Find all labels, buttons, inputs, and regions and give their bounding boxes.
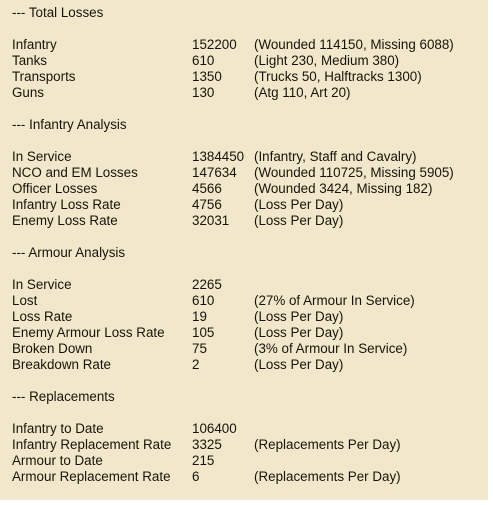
stat-note: (Wounded 110725, Missing 5905)	[254, 165, 454, 180]
stat-row	[0, 325, 488, 341]
stat-value: 105	[192, 325, 215, 340]
stat-note: (Loss Per Day)	[254, 213, 344, 228]
stat-label: Guns	[12, 85, 45, 100]
stat-note: (Loss Per Day)	[254, 309, 344, 324]
stat-label: In Service	[12, 149, 72, 164]
stat-row	[0, 277, 488, 293]
section-title: --- Armour Analysis	[12, 245, 126, 260]
stat-row	[0, 293, 488, 309]
stat-value: 147634	[192, 165, 237, 180]
stat-label: Loss Rate	[12, 309, 73, 324]
stat-value: 6	[192, 469, 200, 484]
stat-label: Tanks	[12, 53, 47, 68]
stat-value: 4756	[192, 197, 222, 212]
stat-label: Transports	[12, 69, 76, 84]
stat-value: 4566	[192, 181, 222, 196]
stat-label: Enemy Loss Rate	[12, 213, 118, 228]
stat-label: Infantry Replacement Rate	[12, 437, 172, 452]
stat-label: Armour to Date	[12, 453, 103, 468]
stat-value: 215	[192, 453, 215, 468]
stat-note: (27% of Armour In Service)	[254, 293, 415, 308]
stat-value: 1350	[192, 69, 222, 84]
stat-row	[0, 197, 488, 213]
stat-label: Broken Down	[12, 341, 93, 356]
stat-value: 130	[192, 85, 215, 100]
stat-note: (Loss Per Day)	[254, 197, 344, 212]
stat-row	[0, 37, 488, 53]
stat-value: 3325	[192, 437, 222, 452]
stat-note: (Wounded 3424, Missing 182)	[254, 181, 433, 196]
stat-row	[0, 213, 488, 229]
stat-row	[0, 357, 488, 373]
stat-value: 32031	[192, 213, 230, 228]
stat-value: 610	[192, 293, 215, 308]
stat-row	[0, 149, 488, 165]
stat-label: Infantry Loss Rate	[12, 197, 121, 212]
section-title: --- Replacements	[12, 389, 115, 404]
stat-note: (3% of Armour In Service)	[254, 341, 408, 356]
stat-value: 106400	[192, 421, 237, 436]
stat-note: (Wounded 114150, Missing 6088)	[254, 37, 454, 52]
stat-label: Infantry to Date	[12, 421, 104, 436]
stat-note: (Replacements Per Day)	[254, 469, 401, 484]
stat-label: In Service	[12, 277, 72, 292]
stat-value: 152200	[192, 37, 237, 52]
stat-label: Breakdown Rate	[12, 357, 111, 372]
stat-value: 2	[192, 357, 200, 372]
section-title: --- Total Losses	[12, 5, 104, 20]
stat-value: 2265	[192, 277, 222, 292]
stat-row	[0, 53, 488, 69]
stat-label: Armour Replacement Rate	[12, 469, 171, 484]
stat-note: (Trucks 50, Halftracks 1300)	[254, 69, 422, 84]
section-title: --- Infantry Analysis	[12, 117, 127, 132]
stat-label: Enemy Armour Loss Rate	[12, 325, 165, 340]
stat-note: (Infantry, Staff and Cavalry)	[254, 149, 417, 164]
stat-label: Officer Losses	[12, 181, 98, 196]
stat-label: Infantry	[12, 37, 57, 52]
stat-row	[0, 453, 488, 469]
stat-note: (Light 230, Medium 380)	[254, 53, 400, 68]
stat-row	[0, 69, 488, 85]
stat-value: 610	[192, 53, 215, 68]
stat-value: 19	[192, 309, 207, 324]
stat-note: (Loss Per Day)	[254, 357, 344, 372]
stat-row	[0, 309, 488, 325]
stat-row	[0, 421, 488, 437]
stat-note: (Replacements Per Day)	[254, 437, 401, 452]
stat-label: NCO and EM Losses	[12, 165, 138, 180]
stat-label: Lost	[12, 293, 38, 308]
stat-row	[0, 181, 488, 197]
stat-note: (Loss Per Day)	[254, 325, 344, 340]
stat-row	[0, 341, 488, 357]
stat-row	[0, 469, 488, 485]
stat-row	[0, 165, 488, 181]
stat-note: (Atg 110, Art 20)	[254, 85, 351, 100]
stat-row	[0, 85, 488, 101]
stat-value: 1384450	[192, 149, 245, 164]
stat-row	[0, 437, 488, 453]
stat-value: 75	[192, 341, 207, 356]
